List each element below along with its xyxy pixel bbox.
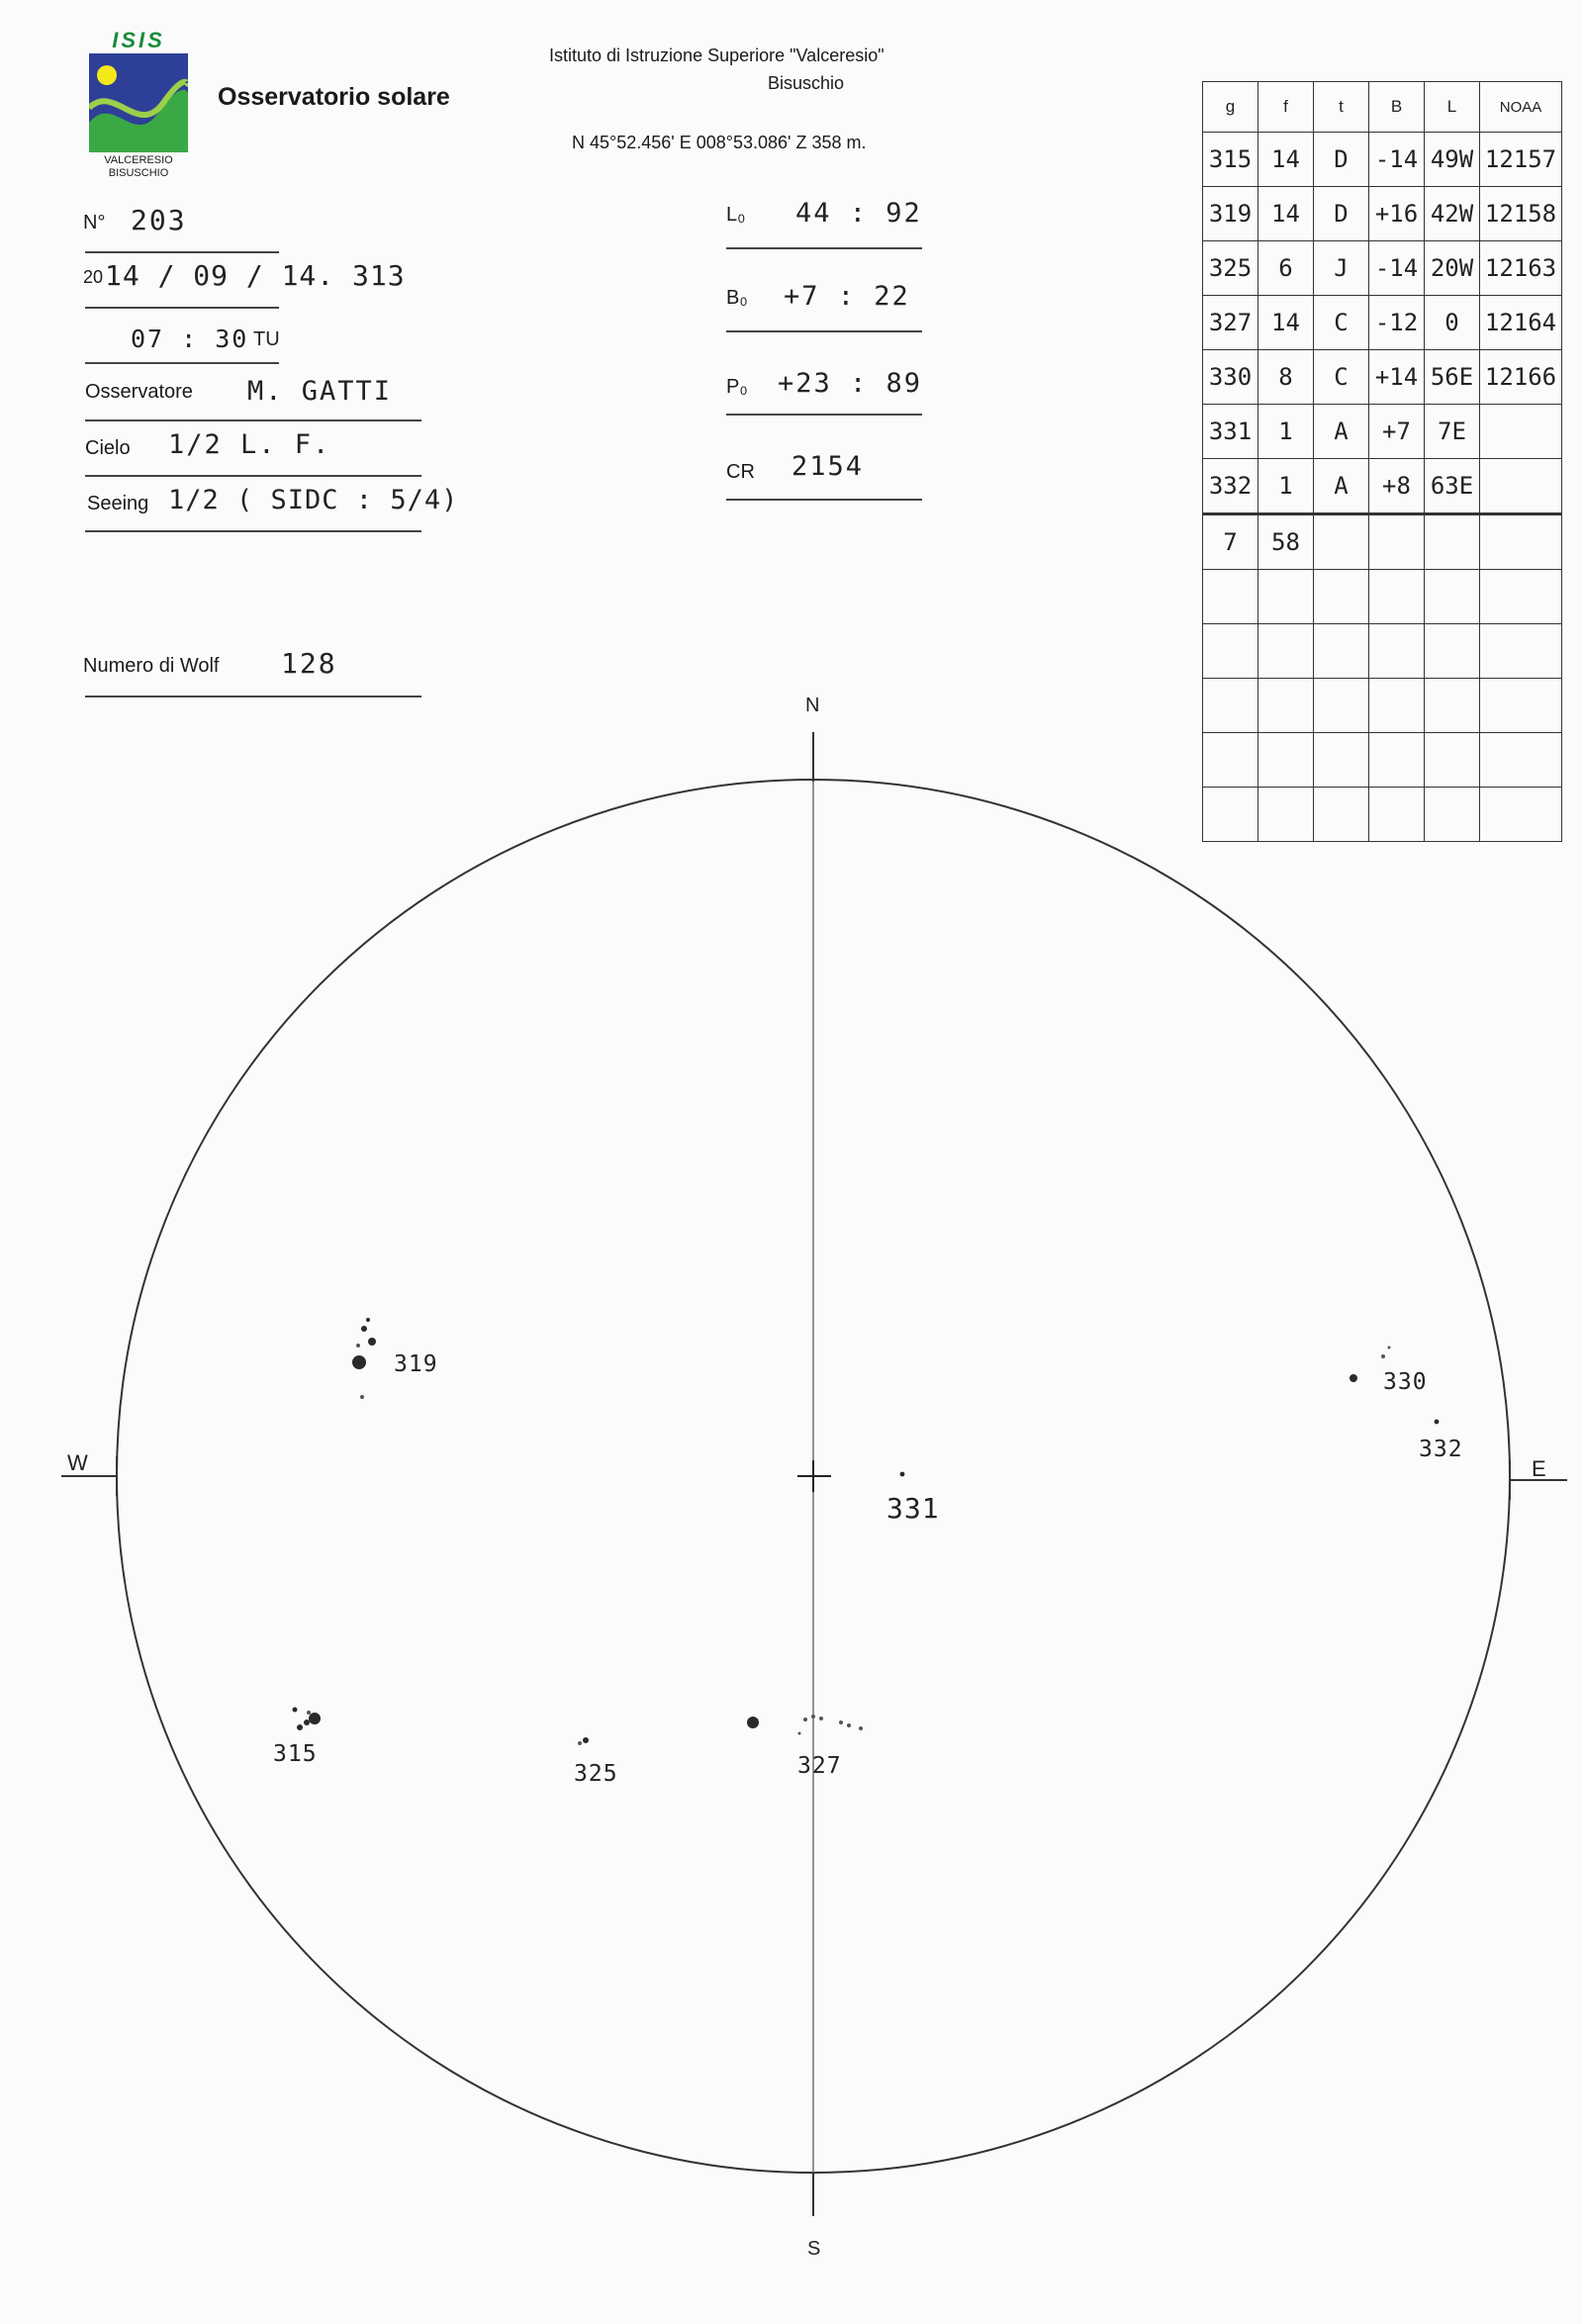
logo-wordmark: ISIS [112,28,165,52]
spot-group-331 [900,1472,905,1477]
east-label: E [1532,1456,1546,1481]
table-cell-t: C [1314,296,1369,350]
observer-value: M. GATTI [247,376,393,407]
cr-value: 2154 [792,451,865,482]
spot-group-315 [293,1708,322,1731]
table-cell-g: 332 [1203,459,1258,514]
table-cell-t: D [1314,133,1369,187]
b0-label: B₀ [726,287,748,309]
wolf-number-label: Numero di Wolf [83,655,220,677]
table-cell-g: 7 [1203,514,1258,570]
table-cell-b: +14 [1369,350,1425,405]
cr-label: CR [726,461,755,483]
time-unit: TU [253,328,280,350]
table-cell-l: 56E [1425,350,1480,405]
observatory-coordinates: N 45°52.456' E 008°53.086' Z 358 m. [572,133,867,152]
institute-town: Bisuschio [768,73,845,93]
table-cell-b: +7 [1369,405,1425,459]
group-label-330: 330 [1383,1369,1428,1395]
table-cell-noaa: 12166 [1480,350,1562,405]
table-cell-b: +8 [1369,459,1425,514]
table-cell-g: 325 [1203,241,1258,296]
logo-caption-line1: VALCERESIO [104,154,173,166]
header-t: t [1314,82,1369,133]
group-label-331: 331 [886,1492,940,1525]
time-value: 07 : 30 [131,325,249,353]
table-cell-f: 14 [1258,296,1314,350]
table-cell-noaa: 12164 [1480,296,1562,350]
table-cell-g: 319 [1203,187,1258,241]
table-cell-f: 8 [1258,350,1314,405]
table-cell-f: 58 [1258,514,1314,570]
date-value: 14 / 09 / 14. 313 [105,259,406,292]
seeing-value: 1/2 ( SIDC : 5/4) [168,485,459,515]
l0-label: L₀ [726,204,746,226]
observatory-title: Osservatorio solare [218,83,450,111]
table-cell-l: 49W [1425,133,1480,187]
table-cell-g: 315 [1203,133,1258,187]
table-cell-l: 63E [1425,459,1480,514]
sky-value: 1/2 L. F. [168,429,331,460]
logo-caption-line2: BISUSCHIO [108,167,169,179]
table-cell-t: A [1314,459,1369,514]
table-cell-noaa: 12157 [1480,133,1562,187]
group-label-315: 315 [273,1741,318,1767]
spot-group-325 [578,1737,589,1745]
south-label: S [807,2238,821,2260]
header-f: f [1258,82,1314,133]
table-cell-b: +16 [1369,187,1425,241]
seeing-label: Seeing [87,493,149,514]
north-label: N [805,695,820,716]
spot-group-327 [747,1715,863,1735]
table-cell-f: 1 [1258,405,1314,459]
sky-label: Cielo [85,437,131,459]
table-cell-b: -14 [1369,133,1425,187]
header-g: g [1203,82,1258,133]
table-cell-noaa: 12163 [1480,241,1562,296]
table-cell-t: D [1314,187,1369,241]
group-label-325: 325 [574,1761,618,1787]
group-label-327: 327 [797,1753,842,1779]
group-label-319: 319 [394,1351,438,1377]
header-l: L [1425,82,1480,133]
p0-value: +23 : 89 [778,368,923,399]
spot-group-332 [1435,1420,1440,1425]
table-cell-l: 0 [1425,296,1480,350]
table-cell-g: 331 [1203,405,1258,459]
l0-value: 44 : 92 [795,198,922,229]
wolf-number-value: 128 [281,647,337,680]
table-cell-t: A [1314,405,1369,459]
table-cell-t: J [1314,241,1369,296]
header-noaa: NOAA [1480,82,1562,133]
date-prefix: 20 [83,267,104,287]
spot-group-319 [352,1318,376,1399]
group-label-332: 332 [1419,1437,1463,1462]
header-b: B [1369,82,1425,133]
table-cell-noaa: 12158 [1480,187,1562,241]
p0-label: P₀ [726,376,748,398]
table-cell-g: 330 [1203,350,1258,405]
number-label: N° [83,212,106,233]
table-cell-t: C [1314,350,1369,405]
table-cell-l: 20W [1425,241,1480,296]
table-cell-l: 7E [1425,405,1480,459]
table-cell-l: 42W [1425,187,1480,241]
table-cell-f: 14 [1258,133,1314,187]
table-cell-f: 14 [1258,187,1314,241]
table-cell-f: 6 [1258,241,1314,296]
table-cell-b: -14 [1369,241,1425,296]
west-label: W [67,1450,88,1475]
table-cell-b: -12 [1369,296,1425,350]
table-cell-f: 1 [1258,459,1314,514]
number-value: 203 [131,204,187,236]
table-cell-g: 327 [1203,296,1258,350]
institute-name: Istituto di Istruzione Superiore "Valceresio" [549,46,885,65]
observer-label: Osservatore [85,381,193,403]
b0-value: +7 : 22 [784,281,910,312]
